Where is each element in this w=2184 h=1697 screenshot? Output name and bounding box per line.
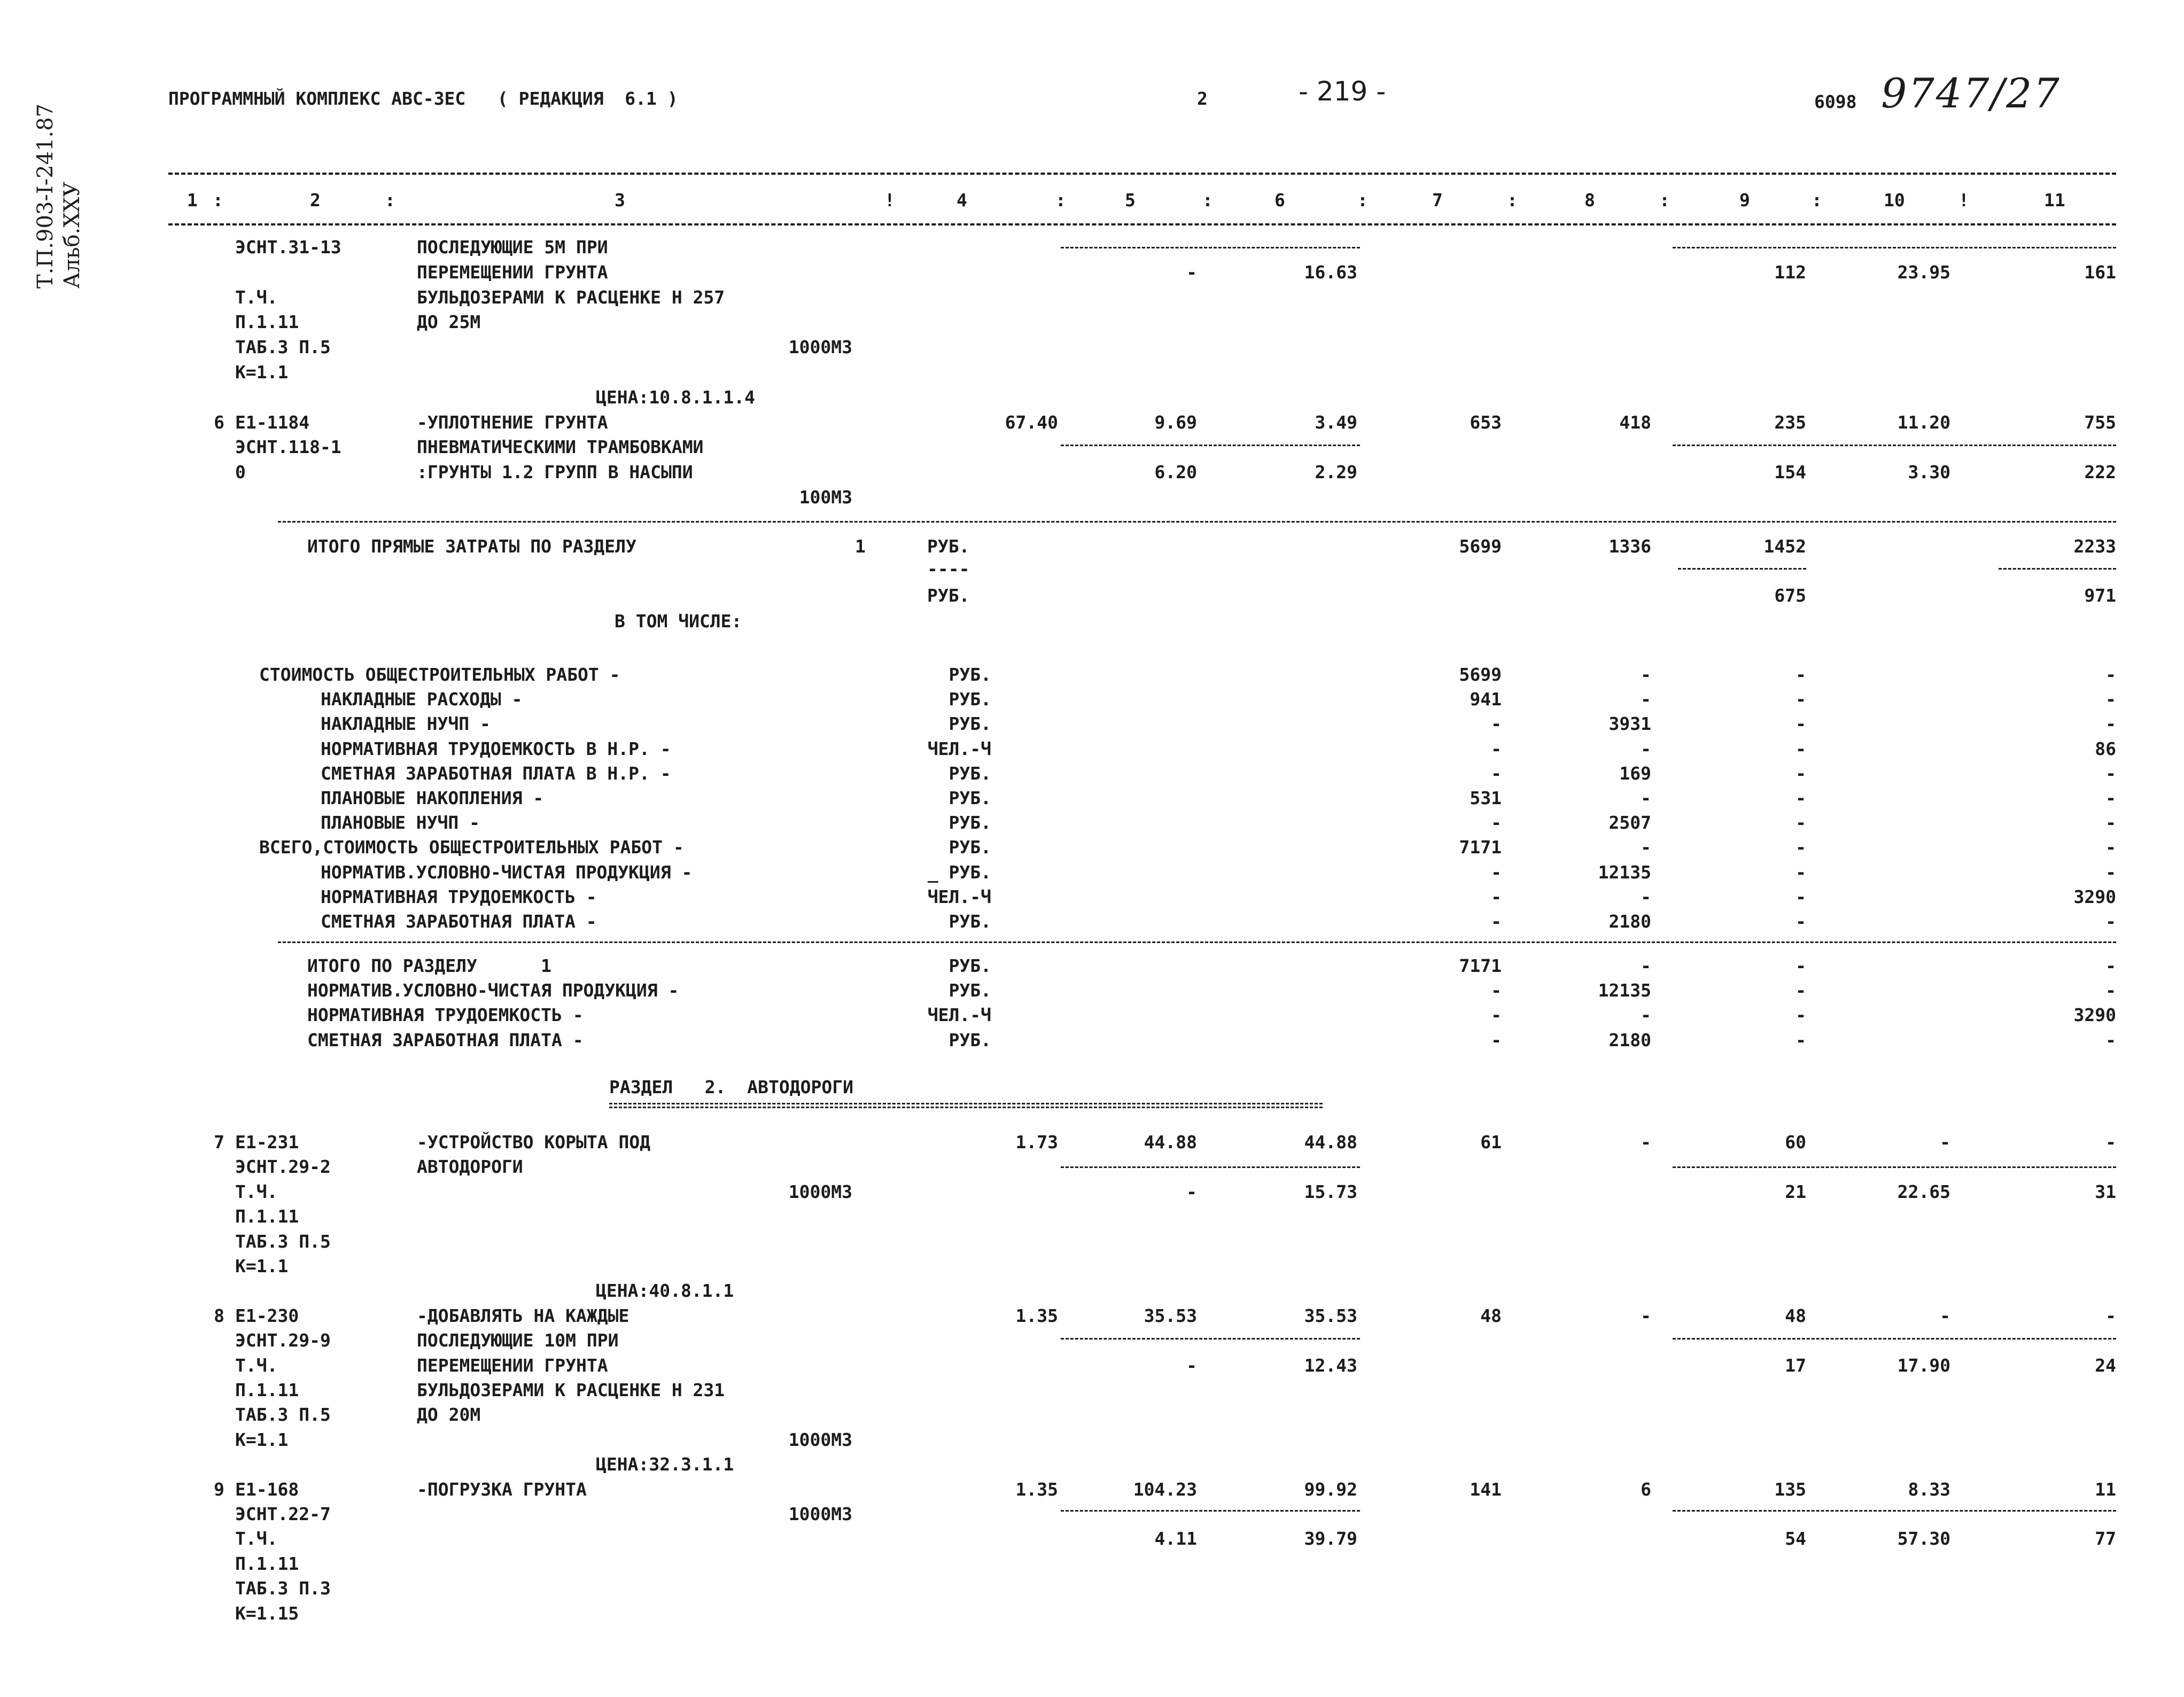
cell-c3: ПЕРЕМЕЩЕНИИ ГРУНТА [417,1355,608,1376]
cell-c3: АВТОДОРОГИ [417,1156,523,1178]
col-11: 11 [2044,190,2065,211]
totals-c11b: 971 [2084,585,2116,606]
subrule-c56 [1061,1510,1360,1512]
cell-c7: 48 [1480,1305,1502,1326]
cell-c3: ПНЕВМАТИЧЕСКИМИ ТРАМБОВКАМИ [417,437,704,458]
col-sep: : [1357,190,1368,211]
summary-c9: - [1796,861,1806,883]
subrule-c911 [1673,247,2116,248]
summary-c8: 2507 [1608,812,1651,834]
subrule-c911 [1673,1166,2116,1168]
unit-label: 1000М3 [788,337,852,358]
cell-c11: - [2105,1305,2116,1326]
header-rule-bottom [168,223,2116,225]
cell-c5: 44.88 [1144,1132,1197,1153]
summary-unit: РУБ. [949,689,991,710]
cell-c2: П.1.11 [235,1380,299,1400]
summary-label: НОРМАТИВ.УСЛОВНО-ЧИСТАЯ ПРОДУКЦИЯ - [321,861,693,883]
summary-c9: - [1796,788,1806,808]
summary-c8: - [1641,955,1651,976]
summary-c7: 7171 [1459,955,1502,976]
cell-c5: - [1186,1181,1197,1202]
price-code: ЦЕНА:40.8.1.1 [596,1280,734,1302]
summary-c11: - [2105,762,2116,784]
summary-unit: РУБ. [949,713,991,735]
summary-c7: - [1491,861,1502,883]
cell-c9: 135 [1774,1478,1806,1500]
cell-c2: К=1.1 [235,362,289,383]
cell-c5: - [1186,261,1197,283]
summary-label: СТОИМОСТЬ ОБЩЕСТРОИТЕЛЬНЫХ РАБОТ - [259,664,620,685]
summary-c7: - [1491,1029,1502,1050]
cell-c8: - [1641,1132,1651,1153]
summary-unit: РУБ. [949,837,991,858]
unit-label: 100М3 [799,487,852,508]
including-heading: В ТОМ ЧИСЛЕ: [615,611,742,632]
summary-label: СМЕТНАЯ ЗАРАБОТНАЯ ПЛАТА В Н.Р. - [321,762,671,784]
summary-unit: РУБ. [949,911,991,932]
summary-c9: - [1796,664,1806,685]
summary-unit: РУБ. [949,812,991,834]
summary-unit: ЧЕЛ.-Ч [927,1005,991,1026]
col-sep: : [1507,190,1518,211]
summary-c11: - [2105,861,2116,883]
cell-c5: - [1186,1355,1197,1376]
cell-c8: 6 [1641,1478,1651,1500]
cell-c9: 154 [1774,462,1806,483]
col-sep: ! [884,190,895,211]
section2-title: РАЗДЕЛ 2. АВТОДОРОГИ [609,1077,853,1097]
summary-c11: 3290 [2073,1005,2116,1026]
price-code: ЦЕНА:32.3.1.1 [596,1454,734,1475]
summary-label: ПЛАНОВЫЕ НУЧП - [321,812,480,834]
summary-c7: - [1491,886,1502,907]
cell-c2: Т.Ч. [235,1355,278,1376]
cell-c2: Т.Ч. [235,1181,278,1202]
cell-c6: 16.63 [1304,261,1357,283]
col-3: 3 [615,190,625,211]
summary-label: НАКЛАДНЫЕ НУЧП - [321,713,491,735]
col-sep: : [213,190,223,211]
page-number: - 219 - [1299,76,1386,107]
cell-c11: - [2105,1132,2116,1153]
subrule-c56 [1061,445,1360,446]
cell-c9: 21 [1785,1181,1806,1202]
summary-label: СМЕТНАЯ ЗАРАБОТНАЯ ПЛАТА - [321,911,597,932]
cell-c2: ТАБ.3 П.5 [235,1404,331,1426]
cell-c3: ДО 25М [417,312,481,333]
totals-c9b: 675 [1774,585,1806,606]
summary-label: ВСЕГО,СТОИМОСТЬ ОБЩЕСТРОИТЕЛЬНЫХ РАБОТ - [259,837,684,858]
cell-c3: ПОСЛЕДУЮЩИЕ 5М ПРИ [417,237,608,258]
cell-c3: ДО 20М [417,1404,481,1426]
col-sep: : [385,190,395,211]
summary-c9: - [1796,762,1806,784]
summary-c11: - [2105,689,2116,710]
totals-c8: 1336 [1608,536,1651,557]
summary-c9: - [1796,980,1806,1001]
summary-c8: 12135 [1598,980,1651,1001]
totals-title: ИТОГО ПРЯМЫЕ ЗАТРАТЫ ПО РАЗДЕЛУ [307,536,636,557]
summary-unit: _ РУБ. [927,861,991,883]
totals-c7: 5699 [1459,536,1502,557]
summary-c9: - [1796,713,1806,735]
subrule-c56 [1061,1166,1360,1168]
subrule-c911 [1673,445,2116,446]
cell-c1: 8 [214,1305,224,1326]
col-2: 2 [310,190,321,211]
summary-c11: - [2105,911,2116,932]
cell-c2: Т.Ч. [235,286,278,308]
program-title: ПРОГРАММНЫЙ КОМПЛЕКС АВС-ЗЕС ( РЕДАКЦИЯ 6.1 ) [168,88,678,109]
totals-c11: 2233 [2073,536,2116,557]
cell-c2: ЭСНТ.29-2 [235,1156,331,1178]
part-number: 2 [1197,88,1208,109]
cell-c7: 141 [1470,1478,1502,1500]
summary-c7: 941 [1470,689,1502,710]
unit-label: 1000М3 [788,1504,852,1524]
cell-c2: Т.Ч. [235,1528,278,1550]
cell-c3: :ГРУНТЫ 1.2 ГРУПП В НАСЫПИ [417,462,693,483]
cell-c6: 44.88 [1304,1132,1357,1153]
cell-c6: 2.29 [1315,462,1357,483]
summary-unit: РУБ. [949,788,991,808]
cell-c2: К=1.1 [235,1256,289,1276]
summary-unit: РУБ. [949,980,991,1001]
cell-c9: 17 [1785,1355,1806,1376]
summary-c9: - [1796,955,1806,976]
cell-c3: -УПЛОТНЕНИЕ ГРУНТА [417,411,608,433]
summary-c8: - [1641,689,1651,710]
cell-c6: 35.53 [1304,1305,1357,1326]
cell-c11: 755 [2084,411,2116,433]
summary-c7: - [1491,1005,1502,1026]
summary-c9: - [1796,689,1806,710]
cell-c10: 11.20 [1897,411,1950,433]
cell-c3: -УСТРОЙСТВО КОРЫТА ПОД [417,1132,651,1153]
summary-c8: 2180 [1608,1029,1651,1050]
summary-c11: - [2105,812,2116,834]
cell-c9: 235 [1774,411,1806,433]
summary-c11: - [2105,980,2116,1001]
cell-c6: 99.92 [1304,1478,1357,1500]
summary-c8: - [1641,1005,1651,1026]
col-10: 10 [1884,190,1905,211]
summary-c11: - [2105,955,2116,976]
cell-c3: ПОСЛЕДУЮЩИЕ 10М ПРИ [417,1330,619,1351]
subrule-c911 [1673,1338,2116,1340]
cell-c10: 3.30 [1908,462,1950,483]
summary-c11: - [2105,664,2116,685]
price-code: ЦЕНА:10.8.1.1.4 [596,386,756,408]
col-4: 4 [957,190,967,211]
summary-c8: 169 [1619,762,1651,784]
cell-c5: 4.11 [1154,1528,1197,1550]
totals-c9: 1452 [1763,536,1806,557]
summary-unit: РУБ. [949,1029,991,1050]
document-code: 6098 [1814,91,1857,112]
cell-c2: ЭСНТ.22-7 [235,1504,331,1524]
summary-label: НОРМАТИВНАЯ ТРУДОЕМКОСТЬ В Н.Р. - [321,738,671,759]
cell-c1: 9 [214,1478,224,1500]
totals-rule-c9 [1678,568,1806,570]
cell-c1: 6 [214,411,224,433]
totals-rule-c11 [1999,568,2116,570]
unit-label: 1000М3 [788,1181,852,1202]
summary-rule [278,941,2116,943]
cell-c10: - [1940,1305,1950,1326]
subrule-c56 [1061,247,1360,248]
summary-c11: - [2105,837,2116,858]
cell-c6: 15.73 [1304,1181,1357,1202]
col-sep: : [1812,190,1822,211]
col-1: 1 [187,190,198,211]
cell-c2: П.1.11 [235,1206,299,1227]
cell-c11: 161 [2084,261,2116,283]
cell-c10: 8.33 [1908,1478,1950,1500]
cell-c11: 77 [2095,1528,2116,1550]
cell-c2: ЭСНТ.31-13 [235,237,341,258]
summary-c7: - [1491,713,1502,735]
cell-c9: 54 [1785,1528,1806,1550]
cell-c2: Е1-168 [235,1478,299,1500]
summary-c11: 86 [2095,738,2116,759]
cell-c6: 12.43 [1304,1355,1357,1376]
col-sep: : [1659,190,1670,211]
cell-c9: 60 [1785,1132,1806,1153]
cell-c10: - [1940,1132,1950,1153]
summary-c8: - [1641,738,1651,759]
col-9: 9 [1739,190,1750,211]
summary-unit: РУБ. [949,762,991,784]
summary-c7: - [1491,980,1502,1001]
summary-label: НОРМАТИВНАЯ ТРУДОЕМКОСТЬ - [307,1005,584,1026]
summary-c7: 7171 [1459,837,1502,858]
cell-c3: ПЕРЕМЕЩЕНИИ ГРУНТА [417,261,608,283]
summary-label: ПЛАНОВЫЕ НАКОПЛЕНИЯ - [321,788,544,808]
cell-c11: 11 [2095,1478,2116,1500]
summary-c9: - [1796,886,1806,907]
summary-c11: - [2105,713,2116,735]
totals-dashes: ---- [927,558,970,579]
cell-c5: 9.69 [1154,411,1197,433]
cell-c2: 0 [235,462,246,483]
cell-c11: 31 [2095,1181,2116,1202]
cell-c6: 39.79 [1304,1528,1357,1550]
cell-c11: 222 [2084,462,2116,483]
col-6: 6 [1274,190,1285,211]
totals-unit-2: РУБ. [927,585,970,606]
cell-c10: 17.90 [1897,1355,1950,1376]
cell-c10: 22.65 [1897,1181,1950,1202]
unit-label: 1000М3 [788,1429,852,1450]
summary-c7: - [1491,762,1502,784]
summary-label: СМЕТНАЯ ЗАРАБОТНАЯ ПЛАТА - [307,1029,584,1050]
summary-c8: - [1641,837,1651,858]
cell-c3: -ДОБАВЛЯТЬ НА КАЖДЫЕ [417,1305,629,1326]
cell-c4: 1.35 [1015,1305,1058,1326]
summary-c9: - [1796,1029,1806,1050]
summary-label: НОРМАТИВНАЯ ТРУДОЕМКОСТЬ - [321,886,597,907]
summary-label: ИТОГО ПО РАЗДЕЛУ 1 [307,955,551,976]
col-sep: ! [1958,190,1969,211]
cell-c8: 418 [1619,411,1651,433]
totals-unit: РУБ. [927,536,970,557]
col-sep: : [1055,190,1066,211]
summary-unit: ЧЕЛ.-Ч [927,886,991,907]
summary-unit: РУБ. [949,664,991,685]
cell-c7: 61 [1480,1132,1502,1153]
total-rule-top [278,521,2116,523]
cell-c3: -ПОГРУЗКА ГРУНТА [417,1478,587,1500]
cell-c3: БУЛЬДОЗЕРАМИ К РАСЦЕНКЕ Н 257 [417,286,725,308]
summary-c7: - [1491,911,1502,932]
cell-c2: П.1.11 [235,1553,299,1574]
summary-c11: - [2105,1029,2116,1050]
summary-c11: - [2105,788,2116,808]
handwritten-number: 9747/27 [1881,69,2061,117]
summary-c7: - [1491,812,1502,834]
cell-c4: 67.40 [1005,411,1058,433]
cell-c2: ЭСНТ.29-9 [235,1330,331,1351]
summary-c8: - [1641,664,1651,685]
cell-c2: П.1.11 [235,312,299,333]
cell-c2: К=1.15 [235,1602,299,1624]
cell-c2: ТАБ.3 П.5 [235,337,331,358]
summary-c8: 2180 [1608,911,1651,932]
summary-c7: 5699 [1459,664,1502,685]
summary-unit: РУБ. [949,955,991,976]
cell-c4: 1.35 [1015,1478,1058,1500]
cell-c6: 3.49 [1315,411,1357,433]
col-5: 5 [1125,190,1136,211]
summary-c11: 3290 [2073,886,2116,907]
cell-c9: 112 [1774,261,1806,283]
summary-c9: - [1796,1005,1806,1026]
cell-c2: ЭСНТ.118-1 [235,437,341,458]
summary-c8: 3931 [1608,713,1651,735]
cell-c2: ТАБ.3 П.3 [235,1578,331,1599]
cell-c10: 57.30 [1897,1528,1950,1550]
subrule-c911 [1673,1510,2116,1512]
subrule-c56 [1061,1338,1360,1340]
cell-c2: Е1-1184 [235,411,310,433]
summary-c9: - [1796,812,1806,834]
cell-c7: 653 [1470,411,1502,433]
margin-note: Т.П.903-I-241.87 Альб.XXУ [33,103,84,289]
col-8: 8 [1584,190,1595,211]
section2-underline [609,1103,1323,1108]
summary-c9: - [1796,738,1806,759]
summary-c8: 12135 [1598,861,1651,883]
summary-c8: - [1641,886,1651,907]
summary-c9: - [1796,911,1806,932]
header-rule-top [168,173,2116,175]
cell-c9: 48 [1785,1305,1806,1326]
cell-c2: Е1-230 [235,1305,299,1326]
cell-c2: К=1.1 [235,1429,289,1450]
summary-label: НОРМАТИВ.УСЛОВНО-ЧИСТАЯ ПРОДУКЦИЯ - [307,980,679,1001]
summary-label: НАКЛАДНЫЕ РАСХОДЫ - [321,689,523,710]
cell-c8: - [1641,1305,1651,1326]
cell-c3: БУЛЬДОЗЕРАМИ К РАСЦЕНКЕ Н 231 [417,1380,725,1400]
cell-c5: 6.20 [1154,462,1197,483]
totals-section-number: 1 [855,536,866,557]
cell-c2: ТАБ.3 П.5 [235,1231,331,1252]
summary-c7: - [1491,738,1502,759]
summary-c7: 531 [1470,788,1502,808]
summary-c8: - [1641,788,1651,808]
cell-c4: 1.73 [1015,1132,1058,1153]
cell-c5: 35.53 [1144,1305,1197,1326]
col-7: 7 [1432,190,1443,211]
cell-c1: 7 [214,1132,224,1153]
cell-c10: 23.95 [1897,261,1950,283]
summary-unit: ЧЕЛ.-Ч [927,738,991,759]
col-sep: : [1202,190,1213,211]
summary-c9: - [1796,837,1806,858]
cell-c5: 104.23 [1133,1478,1197,1500]
cell-c11: 24 [2095,1355,2116,1376]
cell-c2: Е1-231 [235,1132,299,1153]
